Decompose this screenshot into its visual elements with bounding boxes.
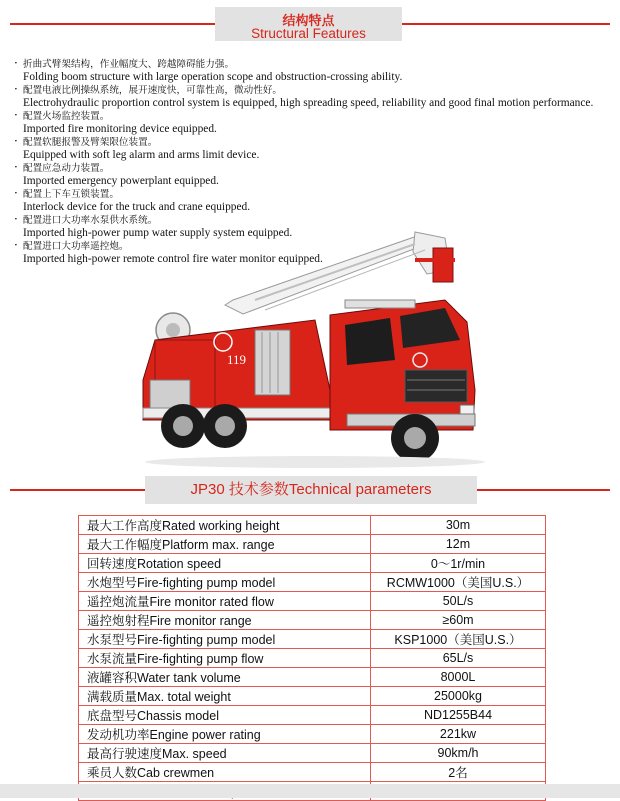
table-row <box>79 687 546 706</box>
footer-bar <box>0 784 620 798</box>
feature-en: Imported high-power remote control fire water monitor equipped. <box>23 253 323 265</box>
table-row <box>79 554 546 573</box>
feature-cn: · 配置电液比例操纵系统，展开速度快，可靠性高，微动性好。 <box>14 84 604 97</box>
table-row <box>79 763 546 782</box>
feature-item <box>14 162 604 188</box>
fire-truck-illustration <box>115 230 490 475</box>
param-value: 30m <box>371 516 546 535</box>
table-row <box>79 744 546 763</box>
door-number: 119 <box>227 352 247 367</box>
param-value: 25000kg <box>371 687 546 706</box>
feature-cn: · 配置火场监控装置。 <box>14 110 604 123</box>
param-value: 12m <box>371 535 546 554</box>
param-name: 乘员人数Cab crewmen <box>79 763 371 782</box>
feature-en: Imported high-power pump water supply system equipped. <box>23 227 293 239</box>
param-name: 最大工作幅度Platform max. range <box>79 535 371 554</box>
header-rule-left <box>10 489 145 491</box>
param-name: 回转速度Rotation speed <box>79 554 371 573</box>
header-rule-right <box>402 23 610 25</box>
param-name: 底盘型号Chassis model <box>79 706 371 725</box>
feature-en: Folding boom structure with large operation scope and obstruction-crossing ability. <box>23 71 403 83</box>
feature-cn: · 配置应急动力装置。 <box>14 162 604 175</box>
table-row <box>79 630 546 649</box>
param-name: 最高行驶速度Max. speed <box>79 744 371 763</box>
feature-item <box>14 136 604 162</box>
param-value: 65L/s <box>371 649 546 668</box>
table-row <box>79 573 546 592</box>
feature-list <box>14 58 604 266</box>
param-value: 90km/h <box>371 744 546 763</box>
param-name: 水泵流量Fire-fighting pump flow <box>79 649 371 668</box>
param-value: ≥60m <box>371 611 546 630</box>
param-name: 遥控炮射程Fire monitor range <box>79 611 371 630</box>
feature-item <box>14 188 604 214</box>
table-body <box>79 516 546 801</box>
structural-title-cn: 结构特点 <box>282 14 335 29</box>
feature-item <box>14 58 604 84</box>
structural-title-en: Structural Features <box>251 26 366 41</box>
technical-parameters-table <box>78 515 546 801</box>
feature-cn: · 配置进口大功率水泵供水系统。 <box>14 214 604 227</box>
param-value: 221kw <box>371 725 546 744</box>
table-row <box>79 535 546 554</box>
table-row <box>79 611 546 630</box>
header-rule-left <box>10 23 215 25</box>
param-value: 0～1r/min <box>371 554 546 573</box>
table-row <box>79 706 546 725</box>
feature-en: Imported fire monitoring device equipped. <box>23 123 217 135</box>
header-rule-right <box>477 489 610 491</box>
param-value: KSP1000（美国U.S.） <box>371 630 546 649</box>
feature-cn: · 配置进口大功率遥控炮。 <box>14 240 604 253</box>
param-name: 液罐容积Water tank volume <box>79 668 371 687</box>
param-name: 水泵型号Fire-fighting pump model <box>79 630 371 649</box>
technical-parameters-header: JP30 技术参数Technical parameters <box>145 476 477 504</box>
truck-cab <box>330 300 475 430</box>
param-value: 50L/s <box>371 592 546 611</box>
param-value: RCMW1000（美国U.S.） <box>371 573 546 592</box>
feature-en: Equipped with soft leg alarm and arms limit device. <box>23 149 260 161</box>
table-row <box>79 649 546 668</box>
param-name: 发动机功率Engine power rating <box>79 725 371 744</box>
feature-item <box>14 84 604 110</box>
feature-cn: · 配置上下车互锁装置。 <box>14 188 604 201</box>
structural-features-header <box>215 7 402 41</box>
param-name: 最大工作高度Rated working height <box>79 516 371 535</box>
feature-item <box>14 240 604 266</box>
feature-en: Imported emergency powerplant equipped. <box>23 175 219 187</box>
param-value: 2名 <box>371 763 546 782</box>
param-value: 8000L <box>371 668 546 687</box>
param-name: 遥控炮流量Fire monitor rated flow <box>79 592 371 611</box>
feature-cn: · 折曲式臂架结构，作业幅度大、跨越障碍能力强。 <box>14 58 604 71</box>
feature-en: Interlock device for the truck and crane equipped. <box>23 201 251 213</box>
feature-en: Electrohydraulic proportion control system is equipped, high spreading speed, reliability and good final motion performance. <box>23 97 594 109</box>
table-row <box>79 668 546 687</box>
table-row <box>79 725 546 744</box>
param-name: 满载质量Max. total weight <box>79 687 371 706</box>
feature-item <box>14 110 604 136</box>
param-name: 水炮型号Fire-fighting pump model <box>79 573 371 592</box>
table-row <box>79 516 546 535</box>
feature-cn: · 配置软腿报警及臂架限位装置。 <box>14 136 604 149</box>
param-value: ND1255B44 <box>371 706 546 725</box>
table-row <box>79 592 546 611</box>
feature-item <box>14 214 604 240</box>
